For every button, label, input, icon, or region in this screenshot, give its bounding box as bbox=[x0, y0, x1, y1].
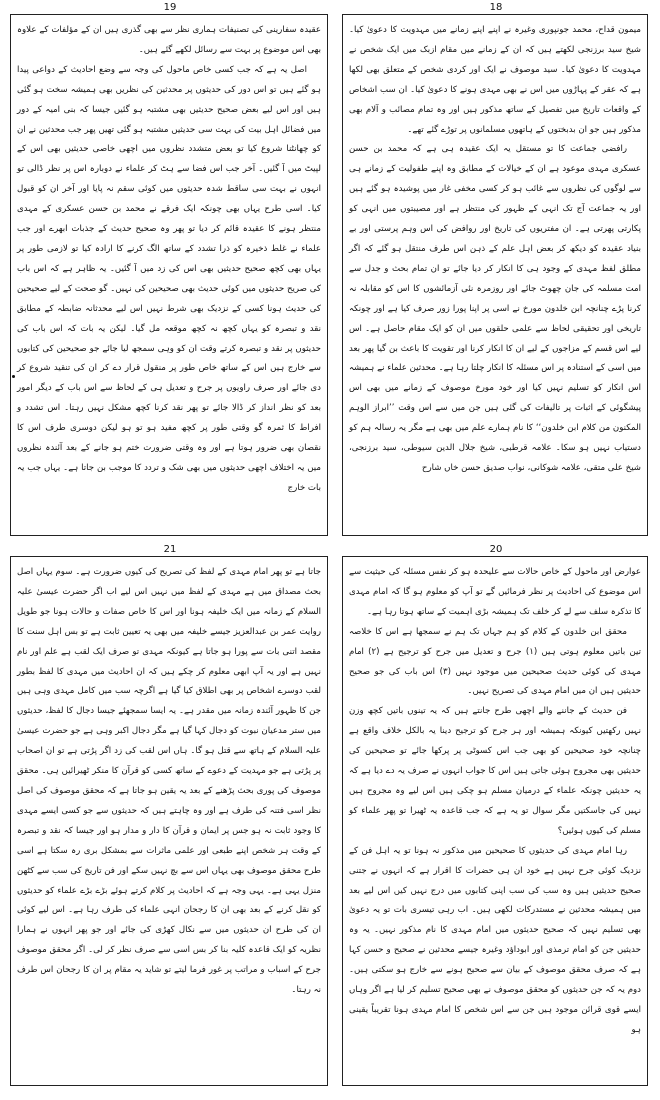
page-number: 18 bbox=[476, 2, 516, 13]
paragraph: فن حدیث کے جاننے والے اچھی طرح جانتے ہیں کہ یہ تینوں باتیں کچھ وزن نہیں رکھتیں کیونکہ ہمیشہ اور ہر جرح کو ترجیح دینا یہ بالکل خلاف واقع ہے چنانچہ خود صحیحین کو بھی جب اس کسوٹی پر پرکھا جائے تو صحیحین کی حدیثیں بھی مجروح ہوئی جاتی ہیں اس کا جواب انہوں نے صرف یہ دے دیا ہے کہ یہ حدیثیں چونکہ علماء کے درمیان مسلم ہو چکی ہیں اس لیے وہ مجروح ہیں نہیں کی جاسکتیں مگر سوال تو یہ ہے کہ جب قاعدہ یہ ٹھیرا تو پھر علماء کو مسلم کی کیوں ہوئیں؟ bbox=[349, 706, 641, 836]
page-text bbox=[349, 21, 641, 529]
paragraph: اصل یہ ہے کہ جب کسی خاص ماحول کی وجہ سے وضع احادیث کے دواعی پیدا ہو گئے ہیں تو اس دور کی حدیثوں پر محدثین کی نظریں بھی ہمیشہ سخت ہو گئی ہیں اور اس لیے بعض صحیح حدیثیں بھی مشتبہ ہو گئیں جیسا کہ بنی امیہ کے دور میں فضائل اہل بیت کی بہت سی حدیثیں مشتبہ ہو گئی تھیں پھر جب محدثین نے ان کو چھانٹنا شروع کیا تو بعض متشدد نظروں میں اچھی خاصی حدیثیں بھی اس کے لپیٹ میں آ گئیں۔ آخر جب اس فضا سے ہٹ کر علماء نے دوبارہ اس پر نظر ڈالی تو انہوں نے بہت سی ساقط شدہ حدیثوں میں کوئی سقم نہ پایا اور آخر ان کو قبول کیا۔ اسی طرح یہاں بھی چونکہ ایک فرقے نے محمد بن حسن عسکری کے مہدی منتظر ہونے کا عقیدہ قائم کر دیا تو پھر وہ صحیح حدیث کے جذبات ابھرے اور جب علماء نے غلط ذخیرہ کو ذرا تشدد کے ساتھ الگ کرنے کا ارادہ کیا تو لازمی طور پر یہاں بھی کچھ صحیح حدیثیں بھی اس کی زد میں آ گئیں۔ یہ ظاہر ہے کہ اس باب کی صریح حدیثوں میں کوئی حدیث بھی صحیحین کی نہیں۔ گو صحت کے لیے صحیحین کی حدیث ہونا کسی کے نزدیک بھی شرط نہیں اس لیے محدثانہ ضابطہ کے مطابق نقد و تبصرہ کو یہاں کچھ نہ کچھ موقعہ مل گیا۔ لیکن یہ بات کہ اس باب کی حدیثوں پر نقد و تبصرہ کرتے وقت ان کو وہی سمجھ لیا جائے جو صحیحین کی کتابوں سے خارج ہیں اس کے ساتھ خاص طور پر منقول قرار دے کر ان کی تنقید شروع کر دی جائے اور صرف راویوں پر جرح و تعدیل ہی کے لحاظ سے اس باب کے دیگر امور بعد کو نظر انداز کر ڈالا جائے تو پھر نقد کرنا کچھ مشکل نہیں رہتا۔ اس تشدد و افراط کا ثمرہ گو وقتی طور پر کچھ مفید ہو تو ہو لیکن دوسری طرف اس کا نقصان بھی ضرور ہوتا ہے اور وہ وقتی ضرورت ختم ہو جانے کے بعد آئندہ نظروں میں یہ اختلاف اچھی حدیثوں میں بھی شک و تردد کا موجب بن جاتا ہے۔ یہاں جب یہ بات خارج bbox=[17, 64, 321, 493]
paragraph: عقیدہ سفارینی کی تصنیفات ہماری نظر سے بھی گذری ہیں ان کے مؤلفات کے علاوہ بھی اس موضوع پر بہت سے رسائل لکھے گئے ہیں۔ bbox=[17, 25, 321, 55]
paragraph: جاتا ہے تو پھر امام مہدی کے لفظ کی تصریح کی کیوں ضرورت ہے۔ سوم یہاں اصل بحث مصداق میں ہے مہدی کے لفظ میں نہیں اس لیے اب اگر حضرت عیسیٰ علیہ السلام کے زمانہ میں ایک خلیفہ ہونا اور اس کا خاص صفات و حالات ہونا جو طویل روایت عمر بن عبدالعزیز جیسے خلیفہ میں بھی یہ تعیین ثابت ہے تو بس اہل سنت کا مقصد اتنی بات سے پورا ہو جاتا ہے کیونکہ مہدی تو صرف ایک لقب ہے علم اور نام نہیں ہے اور یہ آپ ابھی معلوم کر چکے ہیں کہ ان احادیث میں مہدی کا لفظ بطور لقب دوسرے اشخاص پر بھی اطلاق کیا گیا ہے اگرچہ سب میں کامل مہدی وہی ہیں جن کا ظہور آئندہ زمانہ میں مقدر ہے۔ یہ ایسا سمجھئے جیسا دجال کا لفظ، حدیثوں میں ستر مدعیان نبوت کو دجال کہا گیا ہے مگر دجال اکبر وہی ہے جو حضرت عیسیٰ علیہ السلام کے ہاتھ سے قتل ہو گا۔ ہاں اس لقب کی زد اگر پڑتی ہے تو ان اصحاب پر پڑتی ہے جو مہدیت کے دعوے کے ساتھ کسی کو قرآن کا منکر ٹھیرائیں ہی۔ محقق موصوف کی پوری بحث پڑھنے کے بعد یہ یقین ہو جاتا ہے کہ محقق موصوف کی اصل نظر اسی فتنہ کی طرف ہے اور وہ چاہتے ہیں کہ حدیثوں سے جو کسی ایسے مہدی کا وجود ثابت نہ ہو جس پر ایمان و قرآن کا دار و مدار ہو اور جیسا کہ نقد و تبصرہ کے وقت ہر شخص اپنے طبعی اور علمی ماثرات سے بمشکل بری رہ سکتا ہے اسی طرح محقق موصوف بھی یہاں اس سے بچ نہیں سکے اور فن تاریخ کی سب سے کٹھن منزل یہی ہے۔ یہی وجہ ہے کہ احادیث پر کلام کرتے ہوئے بڑے بڑے علماء کو حدیثوں کو نقل کرنے کے بعد بھی ان کا رجحان انہی علماء کی طرف رہا ہے۔ اس لیے کوئی ان کی طرح ان حدیثوں میں سے نکال کھڑی کی جائے اور جو پھر انہوں نے ہمارا نظریہ کو ایک قاعدہ کلیہ بنا کر بس اسی سے صرف نظر کر لی۔ اگر محقق موصوف جرح کے اسباب و مراتب پر غور فرما لیتے تو شاید یہ مقام پر ان کا رجحان اس طرف نہ رہتا۔ bbox=[17, 567, 321, 996]
paragraph: میمون قداح، محمد جونپوری وغیرہ نے اپنے اپنے زمانے میں مہدویت کا دعویٰ کیا۔ شیخ سید برزنجی لکھتے ہیں کہ ان کے زمانے میں مقام ازبک میں ایک شخص نے مہدویت کا دعویٰ کیا۔ سید موصوف نے ایک اور کردی شخص کے متعلق بھی لکھا ہے کہ عقر کے پہاڑوں میں اس نے بھی مہدی ہونے کا دعویٰ کیا۔ ان سب اشخاص کے واقعات تاریخ میں تفصیل کے ساتھ مذکور ہیں اور وہ تمام مصائب و آلام بھی مذکور ہیں جو ان بدبختوں کے ہاتھوں مسلمانوں پر توڑے گئے تھے۔ bbox=[349, 25, 641, 135]
page-21 bbox=[10, 544, 328, 1086]
page-text bbox=[17, 563, 321, 1079]
page-text bbox=[17, 21, 321, 529]
page-number: 19 bbox=[150, 2, 190, 13]
page-20 bbox=[342, 544, 648, 1086]
paragraph: محقق ابن خلدون کے کلام کو ہم جہاں تک ہم نے سمجھا ہے اس کا خلاصہ تین باتیں معلوم ہوتی ہیں (۱) جرح و تعدیل میں جرح کو ترجیح ہے (۲) امام مہدی کی کوئی حدیث صحیحین میں موجود نہیں (۳) اس باب کی جو صحیح حدیثیں ہیں ان میں امام مہدی کی تصریح نہیں۔ bbox=[349, 626, 641, 697]
page-number: 21 bbox=[150, 544, 190, 555]
page-text bbox=[349, 563, 641, 1079]
page-19 bbox=[10, 2, 328, 536]
page-number: 20 bbox=[476, 544, 516, 555]
paragraph: عوارض اور ماحول کے خاص حالات سے علیحدہ ہو کر نفس مسئلہ کی حیثیت سے اس موضوع کی احادیث پر نظر فرمائیں گے تو آپ کو معلوم ہو گا کہ امام مہدی کا تذکرہ سلف سے لے کر خلف تک ہمیشہ بڑی اہمیت کے ساتھ ہوتا رہا ہے۔ bbox=[349, 567, 641, 617]
margin-dot bbox=[12, 375, 15, 378]
page-18 bbox=[342, 2, 648, 536]
paragraph: رافضی جماعت کا تو مستقل یہ ایک عقیدہ ہی ہے کہ محمد بن حسن عسکری مہدی موعود ہے ان کے خیالات کے مطابق وہ اپنے طفولیت کے زمانے ہی سے لوگوں کی نظروں سے غائب ہو کر کسی مخفی غار میں پوشیدہ ہو گئے ہیں اور یہ جماعت آج تک انہی کے ظہور کی منتظر ہے اور مصیبتوں میں انہی کو پکارتی پھرتی ہے۔ ان مفتریوں کی تاریخ اور روافض کی اس وہم پرستی اور بے بنیاد عقیدہ کو دیکھ کر بعض اہل علم کے ذہن اس طرف منتقل ہو گئے کہ اگر مطلق لفظ مہدی کے وجود ہی کا انکار کر دیا جائے تو ان تمام بحث و جدل سے امت مسلمہ کی جان چھوٹ جائے اور روزمرہ نئی آزمائشوں کا اس کو مقابلہ نہ کرنا پڑے چنانچہ ابن خلدون مورخ نے اسی پر اپنا پورا زور صرف کیا ہے اور چونکہ تاریخی اور تحقیقی لحاظ سے علمی حلقوں میں ان کو ایک مقام حاصل ہے۔ اس لیے اس قسم کے مزاجوں کے لیے ان کا انکار کرنا اور تقویت کا باعث بن گیا پھر بعد میں اسی کے استنادہ پر اس مسئلہ کا انکار چلتا رہا ہے۔ محدثین علماء نے ہمیشہ اس انکار کو تسلیم نہیں کیا اور خود مورخ موصوف کے زمانے میں بھی اس پیشگوئی کے اثبات پر تالیفات کی گئی ہیں جن میں سے اس وقت ’’ابراز الوہم المکنون من کلام ابن خلدون‘‘ کا نام ہمارے علم میں بھی ہے مگر یہ رسالہ ہم کو دستیاب نہیں ہو سکا۔ علامہ قرطبی، شیخ جلال الدین سیوطی، سید برزنجی، شیخ علی متقی، علامہ شوکانی، نواب صدیق حسن خاں شارح bbox=[349, 144, 641, 473]
paragraph: رہا امام مہدی کی حدیثوں کا صحیحین میں مذکور نہ ہونا تو یہ اہل فن کے نزدیک کوئی جرح نہیں ہے خود ان ہی حضرات کا اقرار ہے کہ انہوں نے جتنی صحیح حدیثیں ہیں وہ سب کی سب اپنی کتابوں میں درج نہیں کیں اس لیے بعد میں ہمیشہ محدثین نے مستدرکات لکھی ہیں۔ اب رہی تیسری بات تو یہ دعویٰ بھی تسلیم نہیں کہ صحیح حدیثوں میں امام مہدی کا نام مذکور نہیں۔ یہ وہ حدیثیں جن کو امام ترمذی اور ابوداؤد وغیرہ جیسے محدثین نے صحیح و حسن کہا ہے کہ صرف محقق موصوف کے بیان سے صحیح ہونے سے خارج ہو سکتی ہیں۔ دوم یہ کہ جن حدیثوں کو محقق موصوف نے بھی صحیح تسلیم کر لیا ہے اگر وہاں ایسے قوی قرائن موجود ہیں جن سے اس شخص کا امام مہدی ہونا تقریباً یقینی ہو bbox=[349, 845, 641, 1035]
